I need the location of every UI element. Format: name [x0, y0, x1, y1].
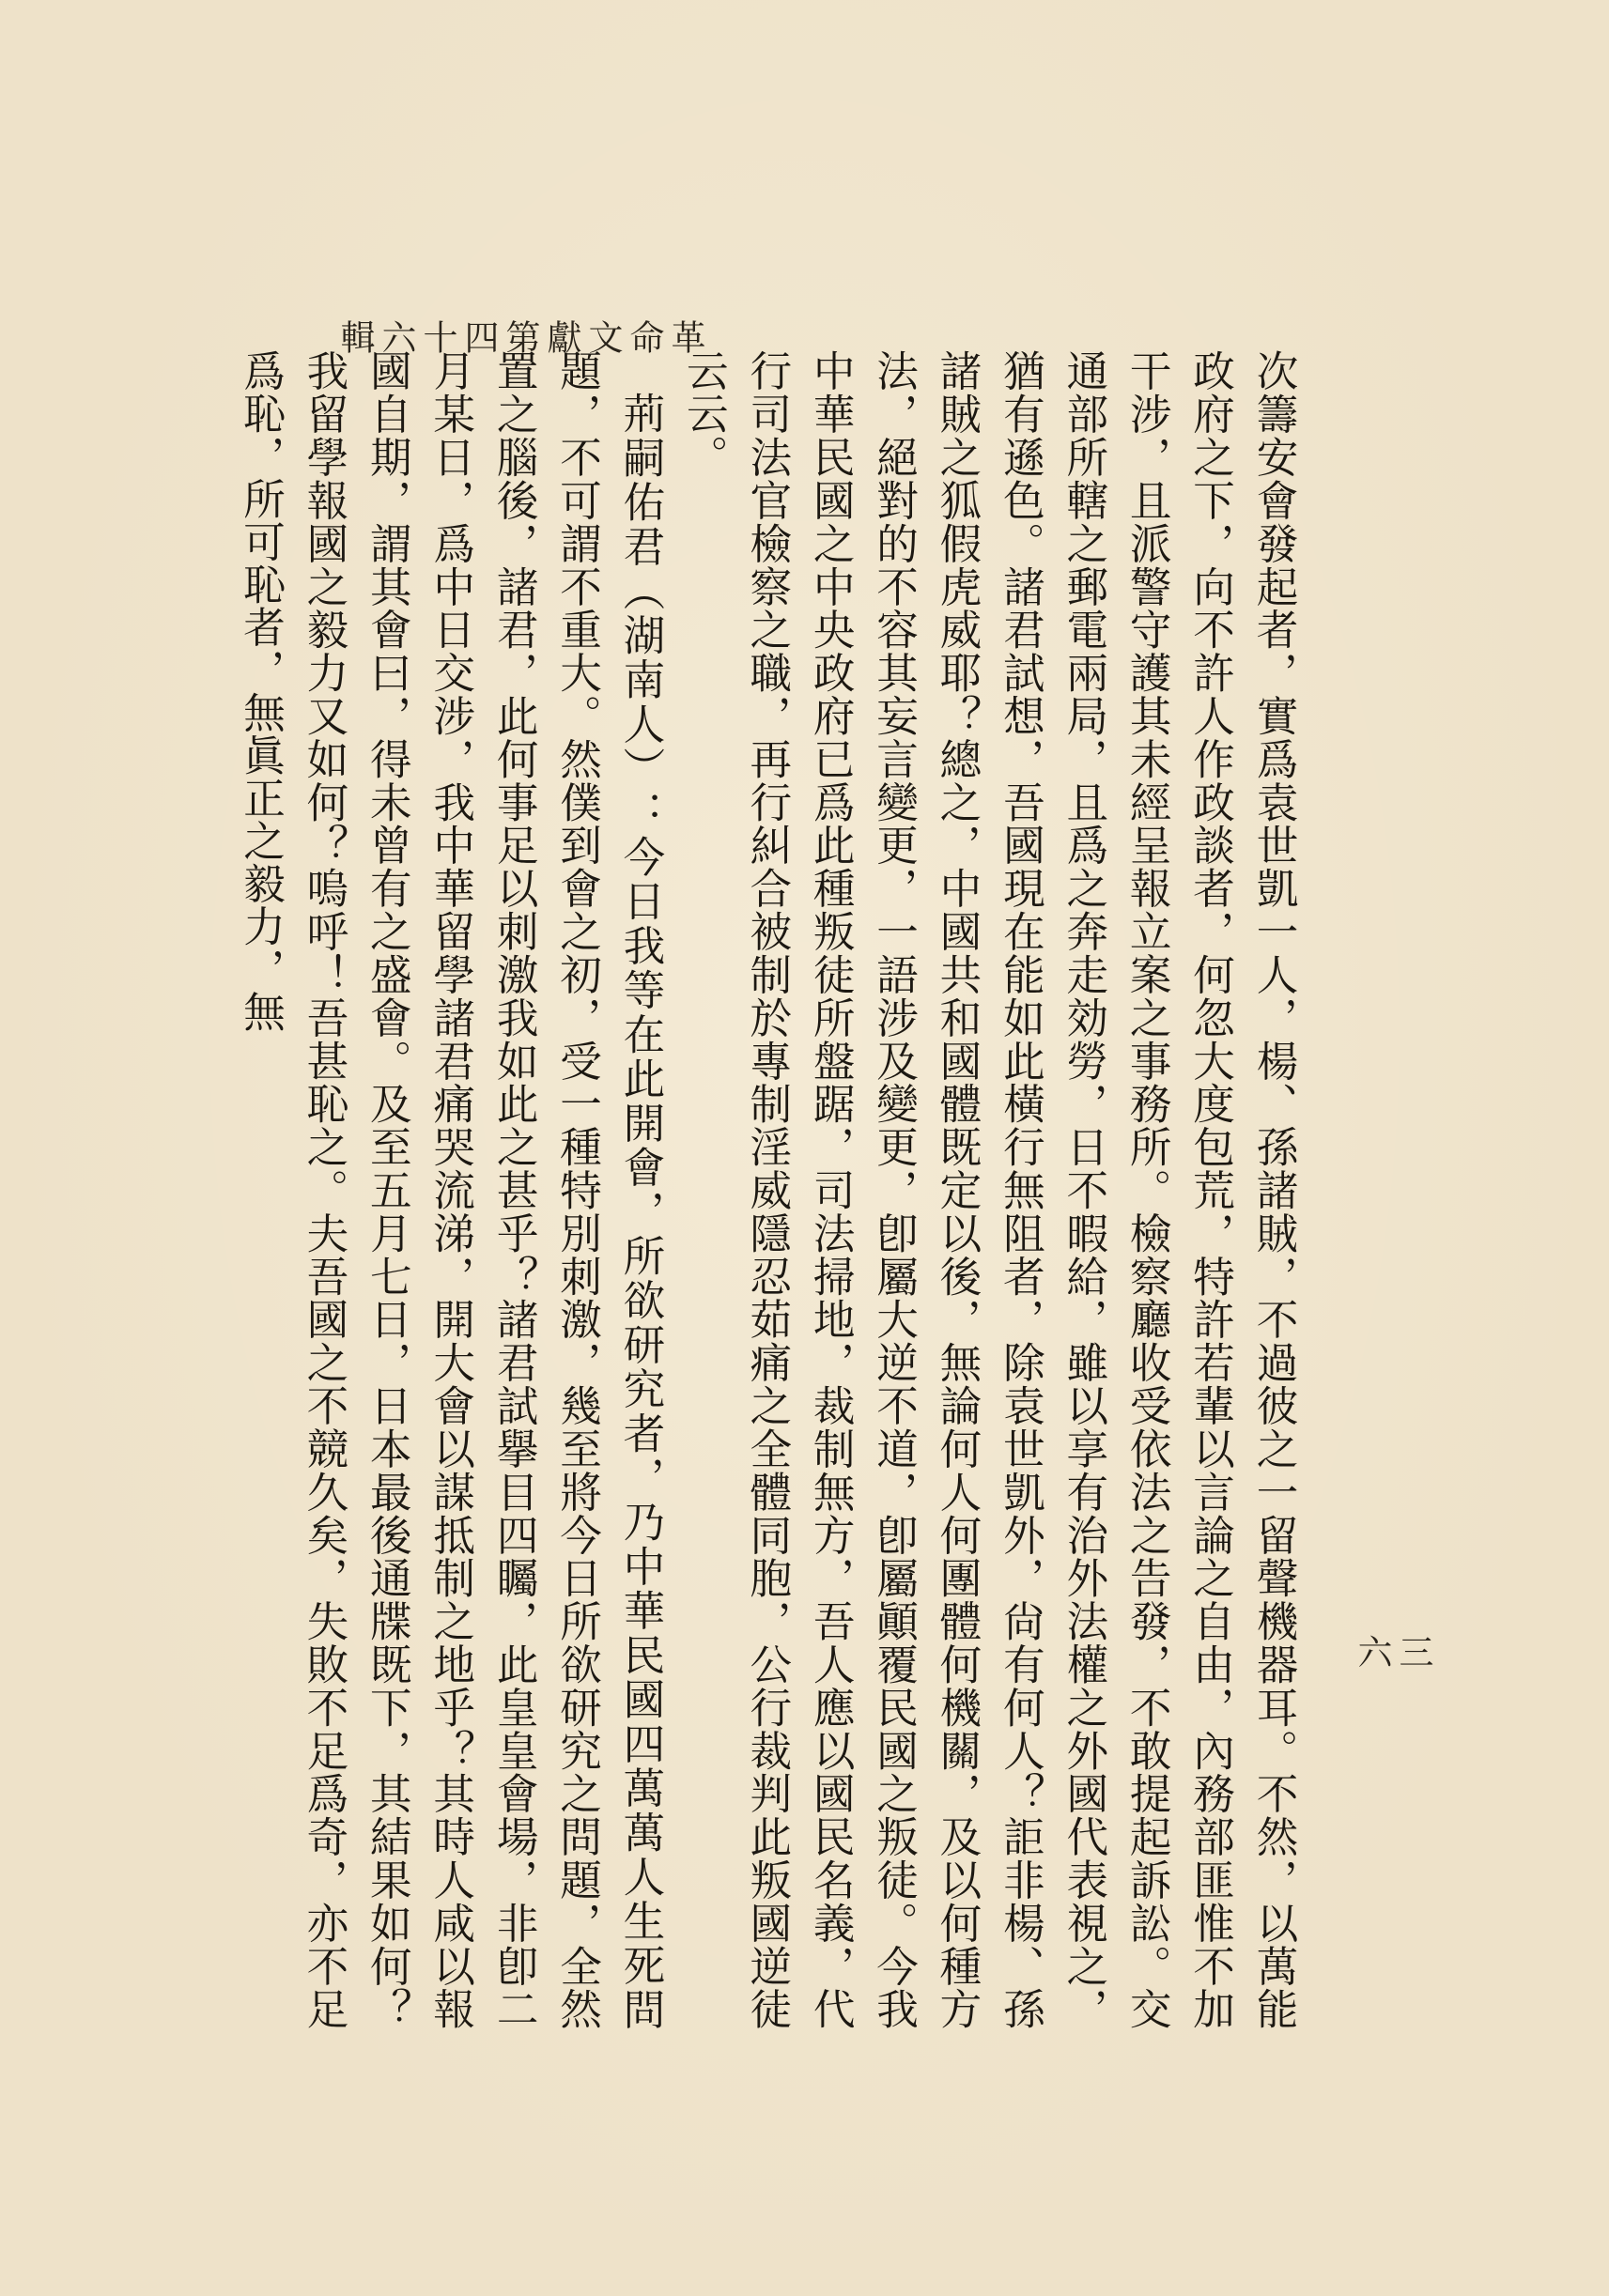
paragraph-1: 次籌安會發起者，實爲袁世凱一人，楊、孫諸賊，不過彼之一留聲機器耳。不然，以萬能政府之下，向不許人作政談者，何忽大度包荒，特許若輩以言論之自由，內務部匪惟不加干涉，且派警守護其未經呈報立案之事務所。檢察廳收受依法之告發，不敢提起訴訟。交通部所轄之郵電兩局，且爲之奔走効勞，日不暇給，雖以享有治外法權之外國代表視之，猶有遜色。諸君試想，吾國現在能如此橫行無阻者，除袁世凱外，尙有何人？詎非楊、孫諸賊之狐假虎威耶？總之，中國共和國體既定以後，無論何人何團體何機關，及以何種方法，絕對的不容其妄言變更，一語涉及變更，卽屬大逆不道，卽屬顚覆民國之叛徒。今我中華民國之中央政府已爲此種叛徒所盤踞，司法掃地，裁制無方，吾人應以國民名義，代行司法官檢察之職，再行糾合被制於專制淫威隱忍茹痛之全體同胞，公行裁判此叛國逆徒云云。	[679, 349, 1298, 2030]
running-head-title: 革命文獻第四十六輯	[334, 319, 705, 358]
page-number: 三六	[1352, 1634, 1433, 1674]
main-text	[236, 349, 1305, 2030]
paragraph-2: 荊嗣佑君（湖南人）：今日我等在此開會，所欲研究者，乃中華民國四萬萬人生死問題，不可謂不重大。然僕到會之初，受一種特別刺激，幾至將今日所欲研究之問題，全然置之腦後，諸君，此何事足以刺激我如此之甚乎？諸君試擧目四矚，此皇皇會場，非卽二月某日，爲中日交涉，我中華留學諸君痛哭流涕，開大會以謀抵制之地乎？其時人咸以報國自期，謂其會曰，得未曾有之盛會。及至五月七日，日本最後通牒既下，其結果如何？我留學報國之毅力又如何？嗚呼！吾甚恥之。夫吾國之不競久矣，失敗不足爲奇，亦不足爲恥，所可恥者，無眞正之毅力，無	[236, 349, 665, 2030]
